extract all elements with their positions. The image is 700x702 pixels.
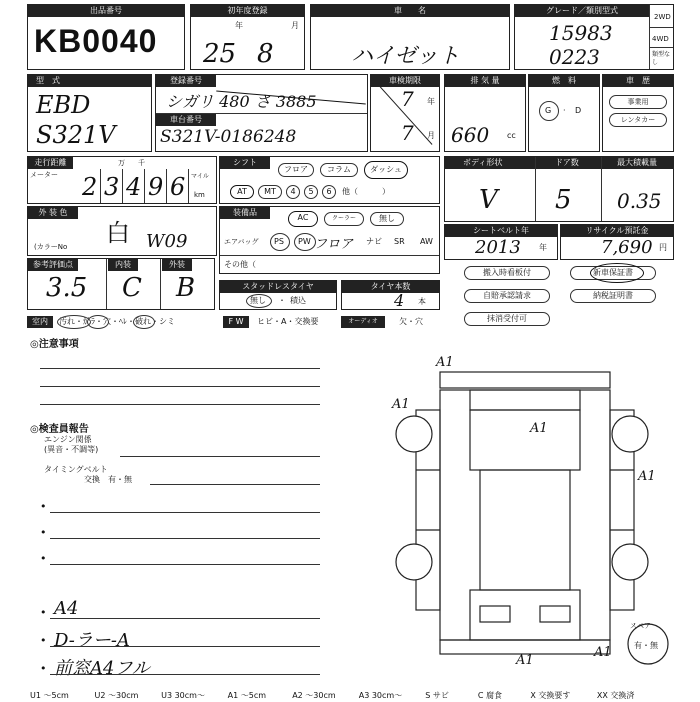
score-divider-2 (160, 259, 161, 309)
equipment-none: 無し (370, 212, 404, 226)
diagram-body-outline (440, 390, 610, 640)
fuel-box (528, 74, 600, 152)
color-box (27, 206, 217, 256)
interior-stain-mark (87, 315, 109, 329)
score-box (27, 258, 215, 310)
color-number-value: W09 (146, 231, 188, 252)
recycle-value: 7,690 (601, 237, 653, 258)
doc-buyer-plate: 搬入時看板付 (464, 266, 550, 280)
first-registration-label: 初年度登録 (191, 5, 304, 17)
engine-sub: (異音・不調等) (44, 445, 99, 454)
inspection-year: 7 (401, 87, 414, 111)
mileage-cell-divider-1 (100, 169, 101, 203)
bullet-4: • (40, 606, 47, 619)
fw-items: ヒビ・A・交換要 (257, 317, 319, 326)
type-label: 型 式 (28, 75, 151, 87)
doc-tax-cert: 納税証明書 (570, 289, 656, 303)
mileage-digit-3: 4 (126, 173, 142, 201)
inspection-label: 車検期限 (371, 75, 439, 87)
shift-floor: フロア (278, 163, 314, 177)
drive-2wd: 2WD (654, 13, 671, 21)
bullet-1: • (40, 500, 47, 513)
vehicle-diagram (380, 350, 680, 686)
equipment-pw: PW (298, 237, 311, 246)
diagram-roof-top (440, 372, 610, 388)
score-divider-1 (106, 259, 107, 309)
doc-self-reg: 自賠承認請求 (464, 289, 550, 303)
inspection-year-kanji: 年 (427, 97, 435, 106)
caution-line-2 (40, 386, 320, 387)
recycle-unit: 円 (659, 243, 667, 252)
equipment-aw: AW (420, 237, 433, 246)
hand-note-1: A4 (54, 598, 79, 619)
lot-number-box (27, 4, 185, 70)
audio-items: 欠・穴 (399, 317, 423, 326)
legend-s: S サビ (425, 691, 449, 700)
legend-x: X 交換要す (530, 691, 571, 700)
year-kanji: 年 (235, 21, 243, 30)
mileage-digit-1: 2 (82, 173, 98, 201)
mileage-digit-5: 6 (170, 173, 186, 201)
hand-note-2: D-ラー-A (54, 630, 130, 651)
body-value: V (479, 185, 498, 215)
model-name-label: 車 名 (311, 5, 509, 17)
history-box (602, 74, 674, 152)
grade-label: グレード／類別型式 (515, 5, 649, 17)
diagram-wheel-rear-right (612, 544, 648, 580)
equipment-label: 装備品 (220, 207, 270, 219)
score-label: 参考評価点 (28, 259, 78, 271)
studless-loaded: 積込 (290, 296, 306, 305)
model-name-value: ハイゼット (351, 44, 460, 69)
load-label: 最大積載量 (617, 158, 657, 167)
mileage-digit-2: 3 (104, 173, 120, 201)
mileage-cell-divider-5 (188, 169, 189, 203)
seatbelt-year-kanji: 年 (539, 243, 547, 252)
diagram-rear-plate-2 (540, 606, 570, 622)
registration-box (155, 74, 368, 152)
caution-line-3 (40, 404, 320, 405)
inspection-month: 7 (401, 121, 414, 145)
mark-a1-bottom-right: A1 (594, 645, 612, 660)
score-value: 3.5 (46, 273, 88, 303)
history-rental: レンタカー (609, 113, 667, 127)
diagram-load-bed (480, 470, 570, 590)
diagram-rear-plate (480, 606, 510, 622)
first-registration-box (190, 4, 305, 70)
tire-unit: 本 (418, 297, 426, 306)
equipment-ac: AC (288, 211, 318, 227)
doors-value: 5 (555, 185, 572, 215)
body-divider-1 (535, 157, 536, 221)
tire-box (341, 280, 440, 310)
shift-label: シフト (220, 157, 270, 169)
shift-4: 4 (286, 185, 300, 199)
report-line-5 (50, 646, 320, 647)
fuel-g-label: G (545, 106, 552, 115)
shift-column: コラム (320, 163, 358, 177)
interior-value: C (122, 273, 142, 303)
interior-dirt-mark (57, 315, 91, 329)
documents-box (444, 262, 674, 330)
legend-a1: A1 ～5cm (227, 691, 267, 700)
caution-line-1 (40, 368, 320, 369)
mileage-cell-divider-2 (122, 169, 123, 203)
exterior-label: 外装 (162, 259, 192, 271)
equipment-ps: PS (274, 237, 284, 246)
inspection-month-kanji: 月 (427, 131, 435, 140)
shift-other: 他（ ） (342, 187, 390, 196)
color-label: 外 装 色 (28, 207, 78, 219)
interior-strip (27, 314, 440, 330)
mark-a1-right: A1 (638, 469, 656, 484)
grade-divider-h1 (649, 27, 673, 28)
color-number-label: (カラーNo (34, 243, 68, 251)
type-value-1: EBD (36, 91, 91, 119)
report-line-3 (50, 564, 320, 565)
mark-a1-left: A1 (392, 397, 410, 412)
grade-divider-h2 (649, 47, 673, 48)
shift-at: AT (230, 185, 254, 199)
equipment-sr: SR (394, 237, 405, 246)
mileage-box (27, 156, 217, 204)
timing-line (150, 484, 320, 485)
engine-label: エンジン関係 (44, 435, 92, 444)
lot-number-label: 出品番号 (28, 5, 184, 17)
exterior-value: B (176, 273, 196, 303)
report-line-2 (50, 538, 320, 539)
spare-value: 有・無 (634, 641, 658, 650)
legend-u3: U3 30cm～ (161, 691, 205, 700)
seatbelt-value: 2013 (475, 237, 521, 258)
interior-dent-mark (133, 315, 155, 329)
diagram-cab-roof (470, 390, 580, 410)
damage-legend (30, 690, 700, 702)
legend-a2: A2 ～30cm (292, 691, 336, 700)
registration-label: 登録番号 (156, 75, 216, 87)
mileage-digit-4: 9 (148, 173, 164, 201)
tire-label: タイヤ本数 (342, 281, 439, 293)
type-value-2: S321V (36, 121, 116, 149)
inspector-title: ◎検査員報告 (30, 424, 89, 435)
history-business: 事業用 (609, 95, 667, 109)
grade-line-1: 15983 (549, 21, 613, 45)
km-label: km (194, 191, 205, 199)
mileage-label: 走行距離 (28, 157, 73, 169)
doc-new-warranty-mark (590, 263, 644, 283)
registration-value: シガリ 480 さ 3885 (166, 92, 317, 111)
report-line-6 (50, 674, 320, 675)
equipment-airbag: エアバッグ (224, 238, 259, 246)
report-line-4 (50, 618, 320, 619)
hand-note-3: 前窓A4フル (54, 658, 150, 679)
displacement-box (444, 74, 526, 152)
seatbelt-box (444, 224, 558, 260)
doc-new-warranty: 新車保証書 (570, 266, 656, 280)
bullet-6: • (40, 662, 47, 675)
engine-line (120, 456, 320, 457)
man-label: 万 (118, 159, 125, 167)
equipment-cooler: クーラー (324, 212, 364, 226)
interior-label: 内装 (108, 259, 138, 271)
load-value: 0.35 (617, 189, 662, 213)
mile-label: マイル (191, 173, 209, 180)
fuel-d-label: D (575, 106, 582, 115)
grade-box (514, 4, 674, 70)
body-label: ボディ形状 (463, 158, 503, 167)
drive-none: 類型なし (652, 51, 671, 66)
spare-label: スペア (630, 622, 651, 630)
shift-dash: ダッシュ (364, 161, 408, 179)
body-divider-2 (601, 157, 602, 221)
equipment-box (219, 206, 440, 274)
recycle-box (560, 224, 674, 260)
seatbelt-label: シートベルト年 (445, 225, 557, 237)
chassis-label: 車台番号 (156, 114, 216, 126)
shift-5: 5 (304, 185, 318, 199)
meter-label: メーター (30, 171, 58, 179)
report-line-1 (50, 512, 320, 513)
model-name-box (310, 4, 510, 70)
tire-value: 4 (394, 291, 405, 310)
legend-u2: U2 ～30cm (94, 691, 139, 700)
bullet-5: • (40, 634, 47, 647)
equipment-other: その他（ (224, 260, 256, 269)
interior-strip-label: 室内 (27, 316, 53, 328)
diagram-front-bumper (440, 640, 610, 654)
equipment-handwritten: フロア (314, 237, 354, 252)
drive-4wd: 4WD (652, 35, 669, 43)
legend-xx: XX 交換済 (596, 691, 635, 700)
mileage-cell-divider-4 (166, 169, 167, 203)
shift-6: 6 (322, 185, 336, 199)
diagram-wheel-front-left (396, 416, 432, 452)
body-box (444, 156, 674, 222)
sen-label: 千 (138, 159, 145, 167)
doc-erase: 抹消受付可 (464, 312, 550, 326)
bullet-3: • (40, 552, 47, 565)
fw-label: F W (223, 316, 249, 328)
shift-mt: MT (258, 185, 282, 199)
timing-label: タイミングベルト (44, 465, 108, 474)
displacement-label: 排 気 量 (445, 75, 525, 87)
displacement-unit: cc (507, 131, 516, 140)
grade-divider (649, 5, 650, 69)
mark-a1-top: A1 (436, 355, 454, 370)
month-kanji: 月 (291, 21, 299, 30)
mark-a1-bottom-left: A1 (516, 653, 534, 668)
bullet-2: • (40, 526, 47, 539)
fuel-label: 燃 料 (529, 75, 599, 87)
doors-label: ドア数 (555, 158, 579, 167)
equipment-navi: ナビ (366, 237, 382, 246)
history-label: 車 歴 (603, 75, 673, 87)
chassis-value: S321V-0186248 (160, 127, 297, 147)
diagram-wheel-front-right (612, 416, 648, 452)
recycle-label: リサイクル預託金 (561, 225, 673, 237)
fuel-separator: · (563, 106, 566, 115)
lot-number-value: KB0040 (34, 23, 158, 59)
legend-u1: U1 ～5cm (30, 691, 69, 700)
studless-box (219, 280, 337, 310)
studless-label: スタッドレスタイヤ (220, 281, 336, 293)
interior-strip-items: 汚れ・ｶﾞﾗ・穴・ﾍﾚ・破れ・シミ (59, 317, 175, 326)
first-registration-year: 25 (203, 39, 237, 69)
audio-label: オーディオ (341, 316, 385, 328)
mark-a1-hood: A1 (530, 421, 548, 436)
diagram-rear-panel (470, 590, 580, 640)
color-value: 白 (106, 219, 130, 247)
displacement-value: 660 (451, 123, 490, 147)
studless-separator: ・ (278, 296, 286, 305)
diagram-hood (470, 410, 580, 470)
studless-none: 無し (250, 296, 266, 305)
equipment-divider (220, 255, 439, 256)
inspection-box (370, 74, 440, 152)
legend-c: C 腐食 (477, 691, 502, 700)
legend-a3: A3 30cm～ (358, 691, 403, 700)
diagram-wheel-rear-left (396, 544, 432, 580)
type-box (27, 74, 152, 152)
caution-title: ◎注意事項 (30, 339, 79, 350)
first-registration-month: 8 (257, 39, 274, 69)
mileage-cell-divider-3 (144, 169, 145, 203)
timing-sub: 交換 有・無 (84, 475, 132, 484)
shift-box (219, 156, 440, 204)
grade-line-2: 0223 (549, 45, 600, 69)
